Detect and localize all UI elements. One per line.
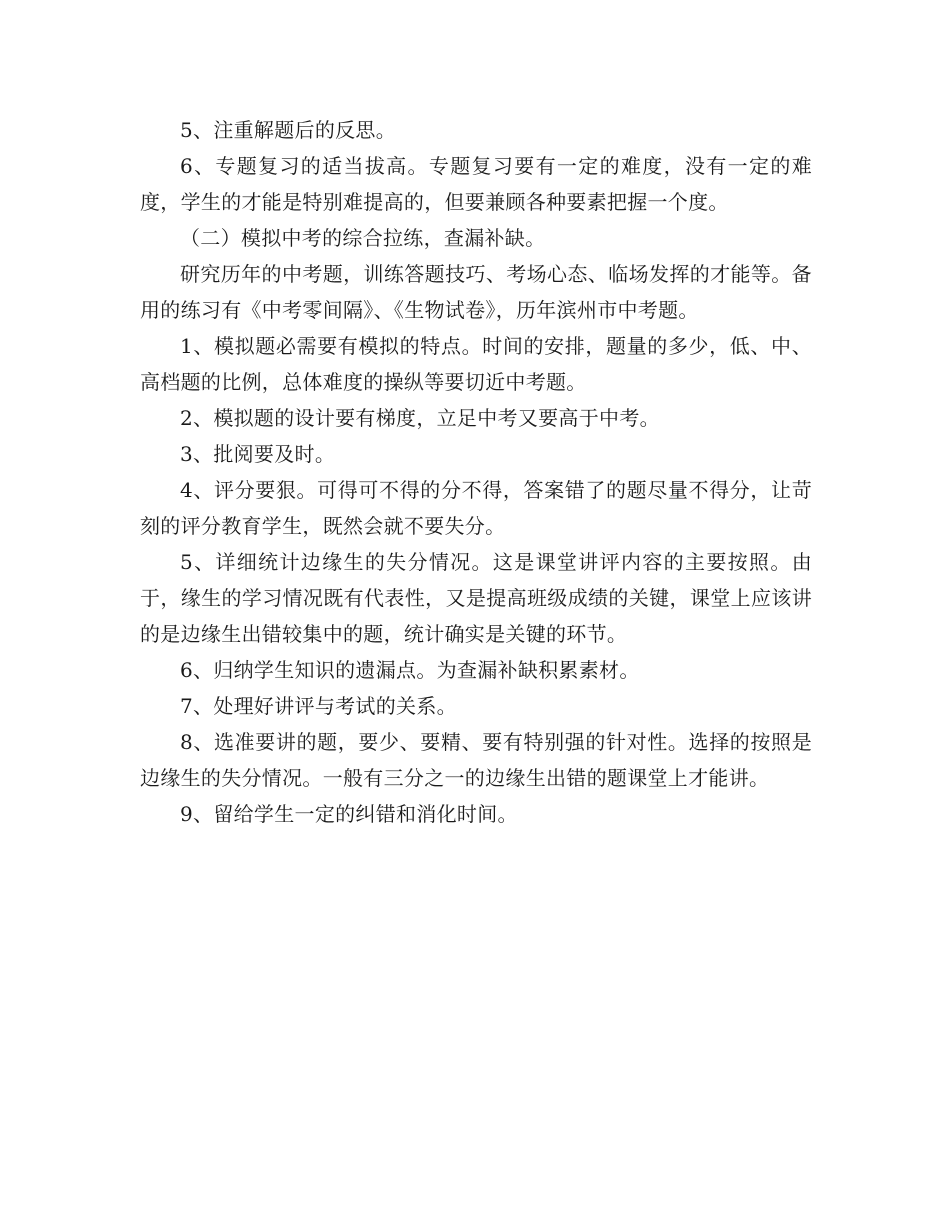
- paragraph-item-9-correction-time: 9、留给学生一定的纠错和消化时间。: [180, 802, 518, 826]
- paragraph-item-3-grading-timely: 3、批阅要及时。: [180, 442, 336, 466]
- paragraph-item-8-select-questions: 8、选准要讲的题，要少、要精、要有特别强的针对性。选择的按照是边缘生的失分情况。一般有三分之一的边缘生出错的题课堂上才能讲。: [140, 730, 812, 790]
- document-body: [140, 112, 812, 832]
- section-heading-mock-exam: （二）模拟中考的综合拉练，查漏补缺。: [180, 226, 546, 250]
- paragraph-item-5-reflection: 5、注重解题后的反思。: [180, 118, 397, 142]
- paragraph-item-6-topic-review: 6、专题复习的适当拔高。专题复习要有一定的难度，没有一定的难度，学生的才能是特别难提高的，但要兼顾各种要素把握一个度。: [140, 154, 812, 214]
- paragraph-item-7-review-exam-relation: 7、处理好讲评与考试的关系。: [180, 694, 457, 718]
- paragraph-item-6-knowledge-gaps: 6、归纳学生知识的遗漏点。为查漏补缺积累素材。: [180, 658, 640, 682]
- paragraph-item-4-strict-scoring: 4、评分要狠。可得可不得的分不得，答案错了的题尽量不得分，让苛刻的评分教育学生，既然会就不要失分。: [140, 478, 812, 538]
- paragraph-research-past-exams: 研究历年的中考题，训练答题技巧、考场心态、临场发挥的才能等。备用的练习有《中考零间隔》、《生物试卷》，历年滨州市中考题。: [140, 262, 812, 322]
- paragraph-item-5-statistics: 5、详细统计边缘生的失分情况。这是课堂讲评内容的主要按照。由于，缘生的学习情况既有代表性，又是提高班级成绩的关键，课堂上应该讲的是边缘生出错较集中的题，统计确实是关键的环节。: [140, 550, 812, 646]
- paragraph-item-2-mock-design: 2、模拟题的设计要有梯度，立足中考又要高于中考。: [180, 406, 660, 430]
- paragraph-item-1-mock-characteristics: 1、模拟题必需要有模拟的特点。时间的安排，题量的多少，低、中、高档题的比例，总体难度的操纵等要切近中考题。: [140, 334, 812, 394]
